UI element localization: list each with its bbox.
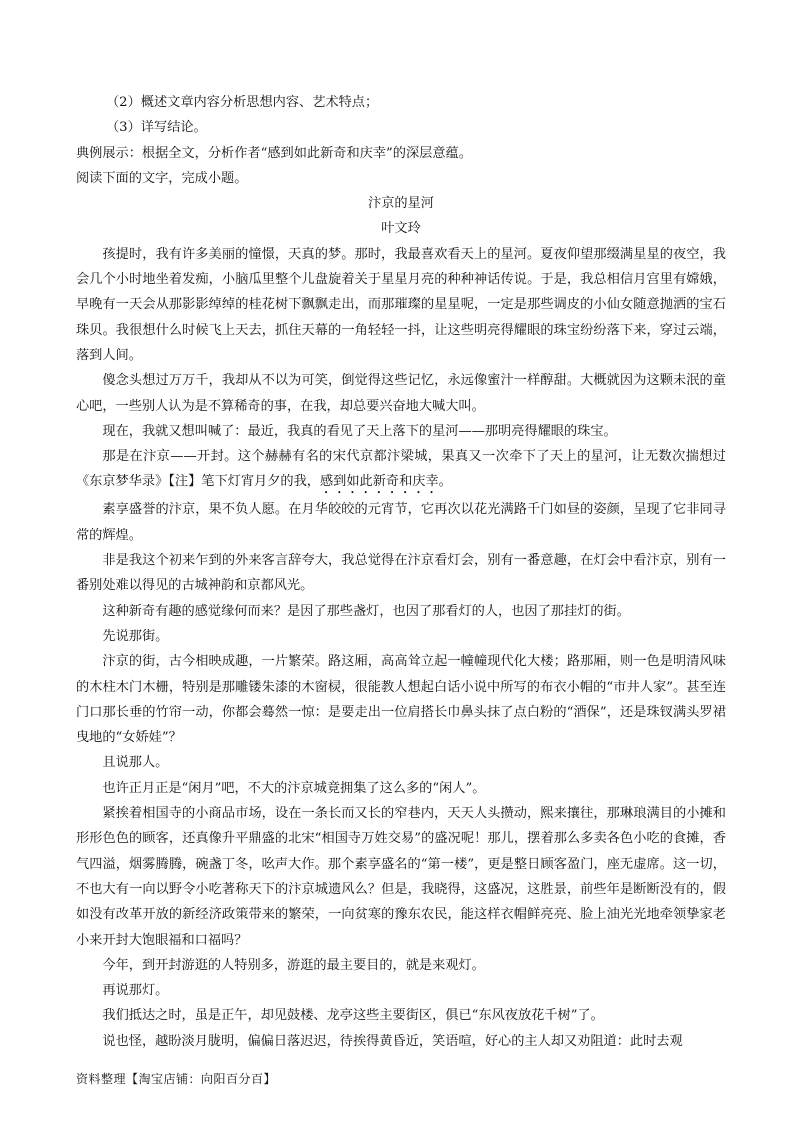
article-paragraph-14: 再说那灯。 <box>102 983 169 999</box>
article-paragraph-9: 汴京的街，古今相映成趣，一片繁荣。路这厢，高高耸立起一幢幢现代化大楼；路那厢，则一色是明清风味的木柱木门木栅，特别是那雕镂朱漆的木窗棂，很能教人想起白话小说中所写的布衣小帽的“市井人家”。甚至连门口那长垂的竹帘一动，你都会蓦然一惊：是要走出一位肩搭长巾鼻头抹了点白粉的“酒保”，还是珠钗满头罗裙曳地的“女娇娃”？ <box>76 654 726 746</box>
article-paragraph-6: 非是我这个初来乍到的外来客言辞夸大，我总觉得在汴京看灯会，别有一番意趣，在灯会中看汴京，别有一番别处难以得见的古城神韵和京都风光。 <box>76 553 726 594</box>
article-author: 叶文玲 <box>381 221 421 237</box>
article-paragraph-10: 且说那人。 <box>102 755 169 771</box>
article-paragraph-11: 也许正月正是“闲月”吧，不大的汴京城竟拥集了这么多的“闲人”。 <box>102 780 486 796</box>
reading-prompt: 阅读下面的文字，完成小题。 <box>76 170 248 186</box>
article-paragraph-8: 先说那街。 <box>102 628 169 644</box>
article-paragraph-15: 我们抵达之时，虽是正午，却见鼓楼、龙亭这些主要街区，俱已“东风夜放花千树”了。 <box>102 1008 604 1024</box>
page-footer: 资料整理【淘宝店铺：向阳百分百】 <box>76 1072 277 1086</box>
article-paragraph-3: 现在，我就又想叫喊了：最近，我真的看见了天上落下的星河——那明亮得耀眼的珠宝。 <box>102 423 617 439</box>
article-paragraph-12: 紧挨着相国寺的小商品市场，设在一条长而又长的窄巷内，天天人头攒动，熙来攘往，那琳琅满目的小摊和形形色色的顾客，还真像升平鼎盛的北宋“相国寺万姓交易”的盛况呢！那儿，摆着那么多卖各色小吃的食摊，香气四溢，烟雾腾腾，碗盏丁冬，吆声大作。那个素享盛名的“第一楼”，更是整日顾客盈门，座无虚席。这一切，不也大有一向以野令小吃著称天下的汴京城遗风么？但是，我晓得，这盛况，这胜景，前些年是断断没有的，假如没有改革开放的新经济政策带来的繁荣，一向贫寒的豫东农民，能这样衣帽鲜亮亮、脸上油光光地牵领挚家老小来开封大饱眼福和口福吗？ <box>76 806 726 948</box>
paragraph-4-text: 那是在汴京——开封。这个赫赫有名的宋代京都汴梁城，果真又一次牵下了天上的星河，让无数次揣想过《东京梦华录》【注】笔下灯宵月夕的我， <box>76 449 726 490</box>
article-paragraph-4 <box>76 444 726 497</box>
example-question: 典例展示：根据全文，分析作者“感到如此新奇和庆幸”的深层意蕴。 <box>76 145 472 161</box>
instruction-step-2: （2）概述文章内容分析思想内容、艺术特点； <box>106 95 379 110</box>
article-paragraph-1: 孩提时，我有许多美丽的憧憬，天真的梦。那时，我最喜欢看天上的星河。夏夜仰望那缀满星星的夜空，我会几个小时地坐着发痴，小脑瓜里整个儿盘旋着关于星星月亮的种种神话传说。于是，我总相信月宫里有嫦娥，早晚有一天会从那影影绰绰的桂花树下飘飘走出，而那璀璨的星星呢，一定是那些调皮的小仙女随意抛洒的宝石珠贝。我很想什么时候飞上天去，抓住天幕的一角轻轻一抖，让这些明亮得耀眼的珠宝纷纷落下来，穿过云端，落到人间。 <box>76 246 726 363</box>
instruction-step-3: （3）详写结论。 <box>106 120 207 136</box>
article-paragraph-13: 今年，到开封游逛的人特别多，游逛的最主要目的，就是来观灯。 <box>102 957 485 973</box>
article-paragraph-5: 素享盛誉的汴京，果不负人愿。在月华皎皎的元宵节，它再次以花光满路千门如昼的姿颜，呈现了它非同寻常的辉煌。 <box>76 502 726 543</box>
article-paragraph-7: 这种新奇有趣的感觉缘何而来？是因了那些盏灯，也因了那看灯的人，也因了那挂灯的街。 <box>102 603 630 619</box>
document-body <box>76 90 726 1054</box>
paragraph-4-end: 。 <box>438 474 452 490</box>
emphasized-phrase: 感到如此新奇和庆幸 <box>319 474 439 490</box>
article-paragraph-16: 说也怪，越盼淡月胧明，偏偏日落迟迟，待挨得黄昏近，笑语喧，好心的主人却又劝阻道：此时去观 <box>102 1033 683 1049</box>
article-title: 汴京的星河 <box>368 196 434 212</box>
article-paragraph-2: 傻念头想过万万千，我却从不以为可笑，倒觉得这些记忆，永远像蜜汁一样醇甜。大概就因为这颗未泯的童心吧，一些别人认为是不算稀奇的事，在我，却总要兴奋地大喊大叫。 <box>76 373 726 414</box>
